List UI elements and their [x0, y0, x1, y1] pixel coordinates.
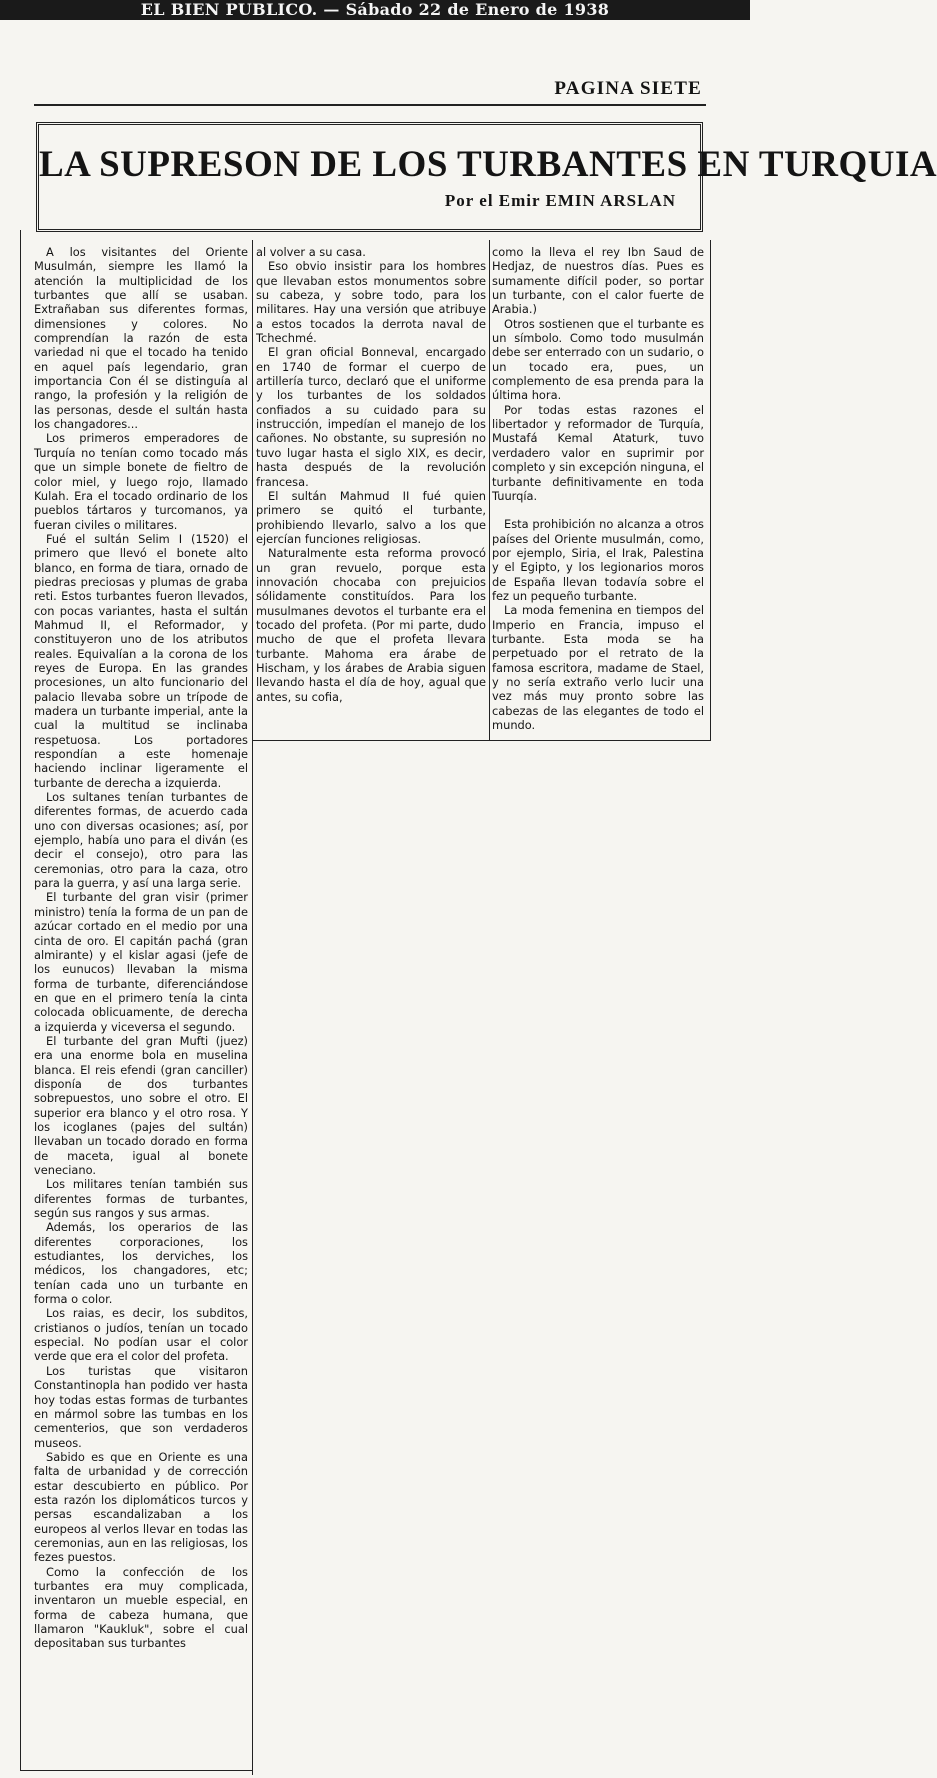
paragraph: Los militares tenían también sus diferentes formas de turbantes, según sus rangos y sus armas. — [34, 1177, 248, 1221]
paragraph: Naturalmente esta reforma provocó un gran revuelo, porque esta innovación chocaba con prejuicios sólidamente constituídos. Para los musulmanes devotos el turbante era el tocado del profeta. (Por mi parte, dudo mucho de que el profeta llevara turbante. Mahoma era árabe de Hischam, y los árabes de Arabia siguen llevando hasta el día de hoy, agual que antes, su cofia, — [256, 546, 486, 704]
column-rule-left — [20, 230, 21, 1770]
paragraph: A los visitantes del Oriente Musulmán, siempre les llamó la atención la multiplicidad de los turbantes que allí se usaban. Extrañaban sus diferentes formas, dimensiones y colores. No comprendían la razón de esta variedad ni que el tocado ha tenido en aquel país legendario, gran importancia Con él se distinguía al rango, la profesión y la religión de las personas, desde el sultán hasta los changadores... — [34, 245, 248, 432]
article-column-1 — [34, 245, 248, 1765]
masthead: EL BIEN PUBLICO. — Sábado 22 de Enero de 1938 — [0, 0, 750, 20]
paragraph: Los sultanes tenían turbantes de diferentes formas, de acuerdo cada uno con diversas ocasiones; así, por ejemplo, había uno para el diván (es decir el consejo), otro para las ceremonias, otro para la caza, otro para la guerra, y así una larga serie. — [34, 790, 248, 891]
column-rule-right — [710, 240, 711, 740]
paragraph: Esta prohibición no alcanza a otros países del Oriente musulmán, como, por ejemplo, Siria, el Irak, Palestina y el Egipto, y los legionarios moros de España llevan todavía sobre el fez un pequeño turbante. — [492, 517, 704, 603]
paragraph: al volver a su casa. — [256, 245, 366, 259]
column-rule-1 — [252, 240, 253, 1775]
article-column-3 — [492, 245, 704, 735]
paragraph: La moda femenina en tiempos del Imperio en Francia, impuso el turbante. Esta moda se ha perpetuado por el retrato de la famosa escritora, madame de Stael, y no sería extraño verlo lucir una vez más muy pronto sobre las cabezas de las elegantes de todo el mundo. — [492, 603, 704, 732]
paragraph: Por todas estas razones el libertador y reformador de Turquía, Mustafá Kemal Ataturk, tuvo verdadero valor en suprimir por completo y sin excepción ninguna, el turbante definitivamente en toda Tuurqía. — [492, 402, 704, 503]
paragraph: El turbante del gran Mufti (juez) era una enorme bola en muselina blanca. El reis efendi (gran canciller) disponía de dos turbantes sobrepuestos, uno sobre el otro. El superior era blanco y el otro rosa. Y los icoglanes (pajes del sultán) llevaban un tocado dorado en forma de maceta, igual al bonete veneciano. — [34, 1033, 248, 1177]
bottom-rule-right — [252, 740, 711, 741]
article-byline: Por el Emir EMIN ARSLAN — [444, 191, 676, 210]
paragraph: Otros sostienen que el turbante es un símbolo. Como todo musulmán debe ser enterrado con un sudario, o un tocado era, pues, un complemento de esa prenda para la última hora. — [492, 316, 704, 403]
paragraph: Además, los operarios de las diferentes corporaciones, los estudiantes, los derviches, los médicos, los changadores, etc; tenían cada uno un turbante en forma o color. — [34, 1220, 248, 1307]
paragraph: Como la confección de los turbantes era muy complicada, inventaron un mueble especial, en forma de cabeza humana, que llamaron "Kaukluk", sobre el cual depositaban sus turbantes — [34, 1564, 248, 1651]
paragraph: El sultán Mahmud II fué quien primero se quitó el turbante, prohibiendo llevarlo, salvo a los que ejercían funciones religiosas. — [256, 488, 486, 546]
bottom-rule-left — [20, 1770, 253, 1771]
page-label: PAGINA SIETE — [554, 78, 702, 99]
paragraph: Fué el sultán Selim I (1520) el primero que llevó el bonete alto blanco, en forma de tiara, ornado de piedras preciosas y plumas de graba reti. Estos turbantes fueron llevados, con pocas variantes, hasta el sultán Mahmud II, el Reformador, y constituyeron uno de los atributos reales. Equivalían a la corona de los reyes de Europa. En las grandes procesiones, un alto funcionario del palacio llevaba sobre un trípode de madera un turbante imperial, ante la cual la multitud se inclinaba respetuosa. Los portadores respondían a este homenaje haciendo inclinar ligeramente el turbante de derecha a izquierda. — [34, 531, 248, 790]
paragraph: Los primeros emperadores de Turquía no tenían como tocado más que un simple bonete de fieltro de color miel, y luego rojo, llamado Kulah. Era el tocado ordinario de los pueblos tártaros y turcomanos, ya fueran civiles o militares. — [34, 431, 248, 532]
paragraph: Eso obvio insistir para los hombres que llevaban estos monumentos sobre su cabeza, y sobre todo, para los militares. Hay una versión que atribuye a estos tocados la derrota naval de Tchechmé. — [256, 259, 486, 346]
paragraph: como la lleva el rey Ibn Saud de Hedjaz, de nuestros días. Pues es sumamente difícil poder, so portar un turbante, con el calor fuerte de Arabia.) — [492, 245, 704, 317]
column-rule-2 — [489, 240, 490, 740]
paragraph: Sabido es que en Oriente es una falta de urbanidad y de corrección estar descubierto en público. Por esta razón los diplomáticos turcos y persas escandalizaban a los europeos al verlos llevar en todas las ceremonias, aun en las religiosas, los fezes puestos. — [34, 1449, 248, 1565]
paragraph: Los turistas que visitaron Constantinopla han podido ver hasta hoy todas estas formas de turbantes en mármol sobre las tumbas en los cementerios, que son verdaderos museos. — [34, 1363, 248, 1450]
headline-box — [36, 122, 937, 232]
paragraph: El gran oficial Bonneval, encargado en 1740 de formar el cuerpo de artillería turco, declaró que el uniforme y los turbantes de los soldados confiados a su cuidado para su instrucción, impedían el manejo de los cañones. No obstante, su supresión no tuvo lugar hasta el siglo XIX, es decir, hasta después de la revolución francesa. — [256, 345, 486, 489]
paragraph: Los raias, es decir, los subditos, cristianos o judíos, tenían un tocado especial. No podían usar el color verde que era el color del profeta. — [34, 1306, 248, 1364]
top-rule — [34, 104, 706, 106]
article-column-2 — [256, 245, 486, 735]
article-title: LA SUPRESON DE LOS TURBANTES EN TURQUIA — [39, 144, 937, 185]
paragraph: El turbante del gran visir (primer ministro) tenía la forma de un pan de azúcar cortado en el medio por una cinta de oro. El capitán pachá (gran almirante) y el kislar agasi (jefe de los eunucos) llevaban la misma forma de turbante, diferenciándose en que en el primero tenía la cinta colocada oblicuamente, de derecha a izquierda y viceversa el segundo. — [34, 890, 248, 1034]
